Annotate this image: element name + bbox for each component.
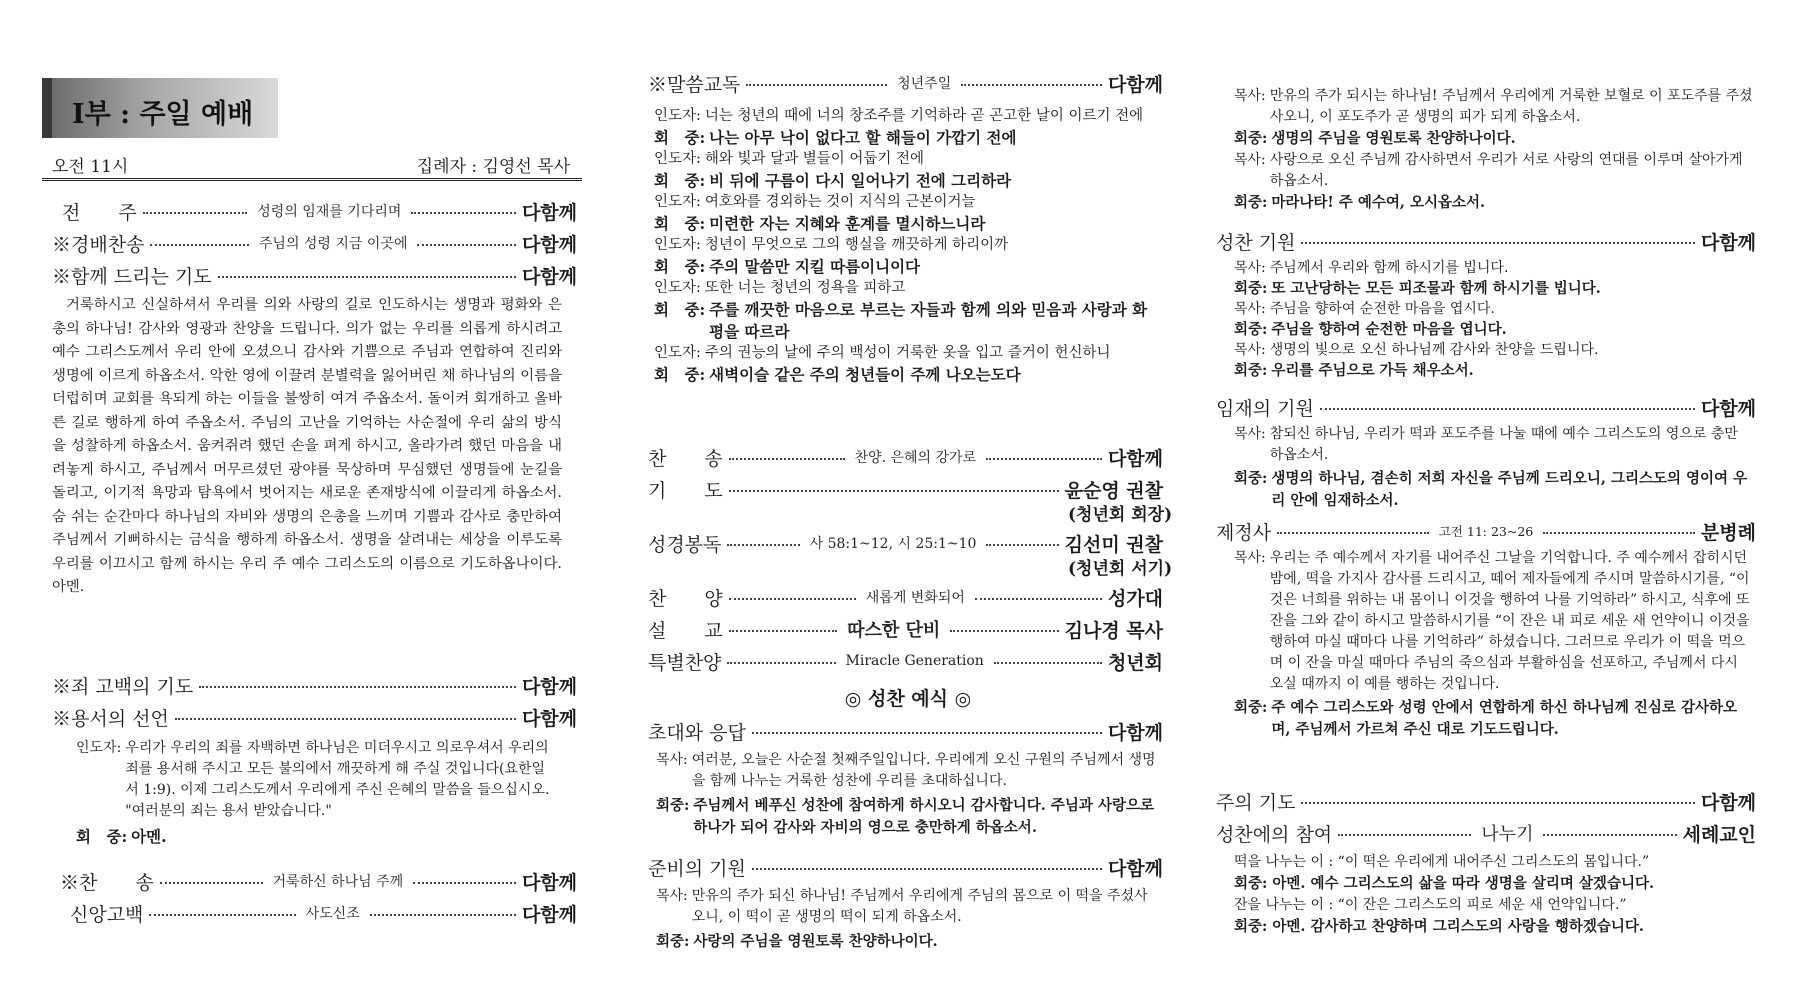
cp-line	[1234, 360, 1754, 381]
order-detail: 주님의 성령 지금 이곳에	[258, 236, 408, 252]
litany-line	[654, 213, 1154, 235]
order-label: 성찬 기원	[1216, 231, 1296, 254]
section-title-box	[42, 78, 278, 138]
ep-text: 생명의 하나님, 겸손히 저희 자신을 주님께 드리오니, 그리스도의 영이여 우리 안에 임재하소서.	[1271, 470, 1748, 509]
leader-dots	[729, 598, 856, 600]
order-participation	[1216, 818, 1756, 848]
share-text: 회중: 아멘. 감사하고 찬양하며 그리스도의 사랑을 행하겠습니다.	[1234, 918, 1644, 935]
order-detail: 청년주일	[897, 76, 952, 92]
order-common-prayer	[52, 260, 577, 290]
order-participant: 다함께	[521, 201, 578, 224]
invite-line	[656, 795, 1161, 839]
speaker: 인도자:	[76, 740, 122, 756]
speaker: 인도자:	[654, 194, 701, 210]
litany-line	[654, 364, 1154, 386]
order-label: 기 도	[648, 479, 723, 502]
speaker: 회중:	[1234, 130, 1268, 147]
speaker: 목사:	[1234, 88, 1266, 104]
order-hymn-praise	[52, 228, 577, 258]
leader-dots	[150, 244, 248, 246]
leader-dots	[413, 882, 516, 884]
share-line	[1234, 852, 1754, 873]
order-communion-prayer	[1216, 226, 1756, 256]
litany-line	[654, 343, 1154, 364]
share-line	[1234, 873, 1754, 895]
order-participant: 다함께	[521, 707, 577, 730]
epiclesis-block	[1234, 424, 1754, 512]
leader-dots	[752, 732, 1102, 734]
prep-text: 만유의 주가 되신 하나님! 주님께서 우리에게 주님의 몸으로 이 떡을 주셨사오니, 이 떡이 곧 생명의 떡이 되게 하옵소서.	[691, 888, 1148, 925]
common-prayer-text: 거룩하시고 신실하셔서 우리를 의와 사랑의 길로 인도하시는 생명과 평화와 은총의 하나님! 감사와 영광과 찬양을 드립니다. 의가 없는 우리를 의롭게 하시려고 예수 그리스도께서 우리 안에 오셨으니 감사와 기쁨으로 주님과 연합하여 진리와 생명에 이르게 하옵소서. 악한 영에 이끌려 분별력을 잃어버린 채 하나님의 이름을 더럽히며 교회를 욕되게 하는 이들을 불쌍히 여겨 주옵소서. 돌이켜 회개하고 올바른 길로 행하게 하여 주옵소서. 주님의 고난을 기억하는 사순절에 우리 삶의 방식을 성찰하게 하옵소서. 움켜쥐려 했던 손을 펴게 하시고, 올라가려 했던 마음을 내려놓게 하시고, 주님께서 머무르셨던 광야를 묵상하며 무심했던 생명들에 눈길을 돌리고, 이기적 욕망과 탐욕에서 벗어지는 새로운 존재방식에 이끌리게 하옵소서. 숨 쉬는 순간마다 하나님의 자비와 생명의 은총을 느끼며 기쁨과 감사로 충만하여 주님께서 기뻐하시는 금식을 행하게 하옵소서. 생명을 살려내는 세상을 이루도록 우리를 이끄시고 함께 하시는 우리 주 예수 그리스도의 이름으로 기도하옵나이다. 아멘.	[52, 297, 562, 595]
order-participant: 다함께	[521, 675, 577, 698]
order-detail: 찬양. 은혜의 강가로	[854, 450, 977, 466]
order-label: 성찬에의 참여	[1216, 823, 1333, 846]
speaker: 목사:	[656, 888, 688, 904]
cup-line	[1234, 128, 1754, 150]
order-label: ※찬 송	[60, 871, 154, 894]
leader-dots	[175, 718, 516, 720]
order-participant: 성가대	[1107, 587, 1163, 610]
litany-line	[654, 256, 1154, 278]
cp-line	[1234, 299, 1754, 319]
order-label: 찬 송	[648, 447, 723, 470]
leader-dots	[143, 212, 248, 214]
inst-text: 우리는 주 예수께서 자기를 내어주신 그날을 기억합니다. 주 예수께서 잡히시던 밤에, 떡을 가지사 감사를 드리시고, 떼어 제자들에게 주시며 말씀하시기를, “이것은 너희를 위하는 내 몸이니 이것을 행하여 나를 기억하라” 하시고, 식후에 또 잔을 그와 같이 하시고 말씀하시기를 “이 잔은 내 피로 세운 새 언약이니 이것을 행하여 마실 때마다 나를 기억하라” 하셨습니다. 그러므로 우리가 이 떡을 먹으며 이 잔을 마실 때마다 주님의 죽으심과 부활하심을 선포하고, 주님께서 다시 오실 때까지 이 예를 행하는 것입니다.	[1269, 550, 1750, 692]
speaker: 회 중:	[654, 171, 706, 190]
speaker: 회중:	[1234, 699, 1268, 716]
litany-text: 나는 아무 낙이 없다고 할 해들이 가깝기 전에	[709, 128, 1017, 147]
order-label: 성경봉독	[648, 533, 722, 556]
order-participant: 다함께	[1107, 73, 1163, 96]
litany-text: 주의 말씀만 지킬 따름이니이다	[709, 257, 921, 276]
speaker: 인도자:	[654, 151, 701, 167]
litany-text: 너는 청년의 때에 너의 창조주를 기억하라 곧 곤고한 날이 이르기 전에	[704, 108, 1144, 124]
speaker: 회중:	[1234, 194, 1268, 211]
order-detail: 고전 11: 23~26	[1438, 524, 1534, 539]
order-label: 특별찬양	[648, 651, 722, 674]
order-participant: 다함께	[1107, 447, 1164, 470]
order-absolution	[52, 702, 577, 732]
order-detail: 사도신조	[305, 906, 360, 922]
leader-dots	[994, 662, 1102, 664]
communion-prayer-block	[1234, 258, 1754, 381]
litany-line	[654, 299, 1154, 343]
speaker: 목사:	[1234, 550, 1266, 566]
leader-dots	[1543, 532, 1695, 534]
litany-line	[654, 106, 1154, 127]
order-invitation	[648, 716, 1163, 746]
speaker: 회중:	[1234, 321, 1268, 338]
litany-line	[654, 149, 1154, 170]
leader-dots	[746, 84, 887, 86]
inst-text: 주 예수 그리스도와 성령 안에서 연합하게 하신 하나님께 진심로 감사하오며, 주님께서 가르쳐 주신 대로 기도드립니다.	[1271, 699, 1738, 738]
prep-line	[656, 931, 1161, 953]
order-special-music	[648, 646, 1163, 676]
cup-text: 사랑으로 오신 주님께 감사하면서 우리가 서로 사랑의 연대를 이루며 살아가게 하옵소서.	[1269, 152, 1743, 189]
order-participant: 다함께	[1700, 791, 1756, 814]
order-participant: 다함께	[521, 871, 577, 894]
order-label: 준비의 기원	[648, 857, 746, 880]
order-label: ※함께 드리는 기도	[52, 265, 212, 288]
absolution-text: 우리가 우리의 죄를 자백하면 하나님은 미더우시고 의로우셔서 우리의 죄를 용서해 주시고 모든 불의에서 깨끗하게 해 주실 것입니다(요한일서 1:9). 이제 그리스도께서 우리에게 주신 은혜의 말씀을 들으십시오. "여러분의 죄는 용서 받았습니다."	[125, 740, 550, 819]
leader-dots	[411, 212, 516, 214]
leader-dots	[729, 458, 845, 460]
inst-line	[1234, 697, 1754, 741]
share-text: 회중: 아멘. 예수 그리스도의 삶을 따라 생명을 살리며 살겠습니다.	[1234, 875, 1655, 892]
time-leader-row	[42, 150, 582, 181]
litany-block	[654, 106, 1154, 386]
litany-text: 새벽이슬 같은 주의 청년들이 주께 나오는도다	[709, 365, 1021, 384]
order-hymn-2	[648, 442, 1163, 472]
leader-dots	[752, 868, 1102, 870]
absolution-leader	[76, 738, 556, 822]
section-title: I부 : 주일 예배	[72, 99, 254, 130]
absolution-response	[76, 826, 556, 848]
order-participant: 다함께	[1107, 857, 1163, 880]
speaker: 회 중:	[654, 300, 706, 319]
absolution-block	[76, 738, 556, 848]
leader-dots	[417, 244, 515, 246]
litany-text: 주를 깨끗한 마음으로 부르는 자들과 함께 의와 믿음과 사랑과 화평을 따르라	[709, 300, 1148, 341]
order-participant: 윤순영 권찰	[1064, 479, 1163, 502]
order-anthem	[648, 582, 1163, 612]
invitation-block	[656, 750, 1161, 839]
leader-dots	[370, 914, 516, 916]
share-line	[1234, 916, 1754, 938]
order-label: 전 주	[62, 201, 137, 224]
order-label: 찬 양	[648, 587, 723, 610]
participant-role: (청년회 회장)	[1068, 505, 1173, 525]
order-participant: 김선미 권찰	[1064, 533, 1164, 556]
inst-line	[1234, 548, 1754, 695]
cp-text: 주님을 향하여 순전한 마음을 엽시다.	[1269, 301, 1495, 317]
order-label: 초대와 응답	[648, 721, 746, 744]
order-label: ※용서의 선언	[52, 707, 169, 730]
cup-line	[1234, 192, 1754, 214]
prep-text: 사랑의 주님을 영원토록 찬양하나이다.	[693, 933, 938, 950]
order-label: ※말씀교독	[648, 73, 741, 96]
leader-dots	[975, 598, 1102, 600]
litany-text: 해와 빛과 달과 별들이 어둡기 전에	[704, 151, 925, 167]
sharing-block	[1234, 852, 1754, 938]
speaker: 인도자:	[654, 280, 701, 296]
ep-line	[1234, 424, 1754, 466]
order-institution	[1216, 516, 1756, 546]
order-label: 신앙고백	[70, 903, 144, 926]
speaker: 인도자:	[654, 237, 701, 253]
speaker: 회중:	[1234, 280, 1268, 297]
speaker: 회 중:	[654, 257, 706, 276]
order-detail: 거룩하신 하나님 주께	[272, 874, 404, 890]
order-creed	[70, 898, 577, 928]
cp-line	[1234, 340, 1754, 360]
invite-text: 여러분, 오늘은 사순절 첫째주일입니다. 우리에게 오신 구원의 주님께서 생명을 함께 나누는 거룩한 성찬에 우리를 초대하십니다.	[691, 752, 1156, 789]
cup-text: 생명의 주님을 영원토록 찬양하나이다.	[1271, 130, 1516, 147]
participant-role: (청년회 서기)	[1068, 559, 1173, 579]
order-participant: 분병례	[1700, 521, 1756, 544]
litany-text: 여호와를 경외하는 것이 지식의 근본이거늘	[704, 194, 976, 210]
leader-dots	[1338, 834, 1471, 836]
order-epiclesis	[1216, 392, 1756, 422]
leader-dots	[218, 276, 516, 278]
leader-dots	[1301, 802, 1694, 804]
speaker: 목사:	[1234, 260, 1266, 276]
leader-dots	[160, 882, 263, 884]
order-prelude	[62, 196, 577, 226]
order-participant: 청년회	[1107, 651, 1163, 674]
order-detail: 나누기	[1481, 824, 1534, 845]
leader-dots	[950, 630, 1058, 632]
order-label: 제정사	[1216, 521, 1272, 544]
speaker: 회중:	[1234, 470, 1268, 487]
share-text: 떡을 나누는 이 : “이 떡은 우리에게 내어주신 그리스도의 몸입니다.”	[1234, 854, 1650, 870]
cup-text: 만유의 주가 되시는 하나님! 주님께서 우리에게 거룩한 보혈로 이 포도주를 주셨사오니, 이 포도주가 곧 생명의 피가 되게 하옵소서.	[1269, 88, 1753, 125]
sacrament-title: ◎ 성찬 예식 ◎	[844, 688, 972, 710]
litany-line	[654, 127, 1154, 149]
order-label: ※경배찬송	[52, 233, 145, 256]
leader-dots	[1543, 834, 1676, 836]
cp-text: 생명의 빛으로 오신 하나님께 감사와 찬양을 드립니다.	[1269, 342, 1599, 358]
invite-line	[656, 750, 1161, 792]
share-line	[1234, 895, 1754, 916]
order-participant: 다함께	[521, 233, 578, 256]
leader-dots	[1301, 242, 1694, 244]
prep-line	[656, 886, 1161, 928]
order-participant: 다함께	[1107, 721, 1163, 744]
cup-line	[1234, 86, 1754, 128]
service-leader: 집례자 : 김영선 목사	[416, 157, 570, 177]
cp-text: 주님께서 우리와 함께 하시기를 빕니다.	[1269, 260, 1509, 276]
litany-text: 미련한 자는 지혜와 훈계를 멸시하느니라	[709, 214, 986, 233]
speaker: 목사:	[1234, 426, 1266, 442]
litany-line	[654, 170, 1154, 192]
cp-text: 우리를 주님으로 가득 채우소서.	[1271, 362, 1474, 379]
cp-line	[1234, 278, 1754, 299]
litany-line	[654, 192, 1154, 213]
speaker: 목사:	[1234, 301, 1266, 317]
institution-block	[1234, 548, 1754, 741]
ep-text: 참되신 하나님, 우리가 떡과 포도주를 나눌 때에 예수 그리스도의 영으로 충만 하옵소서.	[1269, 426, 1738, 463]
order-participant: 다함께	[521, 903, 577, 926]
cp-text: 주님을 향하여 순전한 마음을 엽니다.	[1271, 321, 1507, 338]
order-detail: Miracle Generation	[845, 653, 984, 669]
order-detail: 사 58:1~12, 시 25:1~10	[809, 536, 977, 552]
order-participant: 다함께	[1700, 231, 1756, 254]
order-participant: 세례교인	[1682, 823, 1757, 846]
order-preparation	[648, 852, 1163, 882]
order-label: 설 교	[648, 619, 723, 642]
order-label: 임재의 기원	[1216, 397, 1314, 420]
leader-dots	[727, 544, 799, 546]
leader-dots	[1277, 532, 1429, 534]
speaker: 회중:	[656, 797, 690, 814]
leader-dots	[727, 662, 835, 664]
preparation-block	[656, 886, 1161, 953]
sermon-title: 따스한 단비	[847, 620, 941, 641]
leader-dots	[729, 630, 837, 632]
speaker: 인도자:	[654, 108, 701, 124]
order-participant: 다함께	[521, 265, 577, 288]
speaker: 회중:	[1234, 362, 1268, 379]
leader-dots	[986, 544, 1058, 546]
speaker: 회 중:	[654, 365, 706, 384]
share-text: 잔을 나누는 이 : “이 잔은 그리스도의 피로 세운 새 언약입니다.”	[1234, 897, 1627, 913]
leader-dots	[149, 914, 295, 916]
litany-text: 비 뒤에 구름이 다시 일어나기 전에 그리하라	[709, 171, 1012, 190]
order-label: ※죄 고백의 기도	[52, 675, 194, 698]
litany-text: 또한 너는 청년의 정욕을 피하고	[704, 280, 906, 296]
absolution-response-text: 아멘.	[131, 827, 167, 846]
cup-text: 마라나타! 주 예수여, 오시옵소서.	[1271, 194, 1486, 211]
litany-text: 청년이 무엇으로 그의 행실을 깨끗하게 하리이까	[704, 237, 1009, 253]
order-responsive-reading	[648, 68, 1163, 98]
cup-line	[1234, 150, 1754, 192]
order-detail: 성령의 임재를 기다리며	[257, 204, 402, 220]
speaker: 목사:	[1234, 152, 1266, 168]
order-hymn	[60, 866, 577, 896]
leader-dots	[1320, 408, 1695, 410]
speaker: 목사:	[656, 752, 688, 768]
litany-line	[654, 278, 1154, 299]
cp-line	[1234, 258, 1754, 278]
service-time: 오전 11시	[52, 157, 129, 177]
speaker: 회 중:	[654, 128, 706, 147]
litany-line	[654, 235, 1154, 256]
litany-text: 주의 권능의 날에 주의 백성이 거룩한 옷을 입고 즐거이 헌신하니	[704, 345, 1111, 361]
speaker: 인도자:	[654, 345, 701, 361]
cup-prayer-block	[1234, 86, 1754, 214]
speaker: 회중:	[656, 933, 690, 950]
order-sermon	[648, 614, 1163, 644]
leader-dots	[986, 458, 1102, 460]
order-participant: 김나경 목사	[1064, 619, 1164, 642]
speaker: 회 중:	[76, 827, 128, 846]
leader-dots	[961, 84, 1102, 86]
invite-text: 주님께서 베푸신 성찬에 참여하게 하시오니 감사합니다. 주님과 사랑으로 하나가 되어 감사와 자비의 영으로 충만하게 하옵소서.	[693, 797, 1154, 836]
order-label: 주의 기도	[1216, 791, 1296, 814]
speaker: 회 중:	[654, 214, 706, 233]
order-participant: 다함께	[1700, 397, 1756, 420]
cp-line	[1234, 319, 1754, 340]
ep-line	[1234, 468, 1754, 512]
order-detail: 새롭게 변화되어	[865, 590, 965, 606]
speaker: 목사:	[1234, 342, 1266, 358]
leader-dots	[729, 490, 1059, 492]
order-lords-prayer	[1216, 786, 1756, 816]
order-confession	[52, 670, 577, 700]
leader-dots	[199, 686, 516, 688]
cp-text: 또 고난당하는 모든 피조물과 함께 하시기를 빕니다.	[1271, 280, 1601, 297]
